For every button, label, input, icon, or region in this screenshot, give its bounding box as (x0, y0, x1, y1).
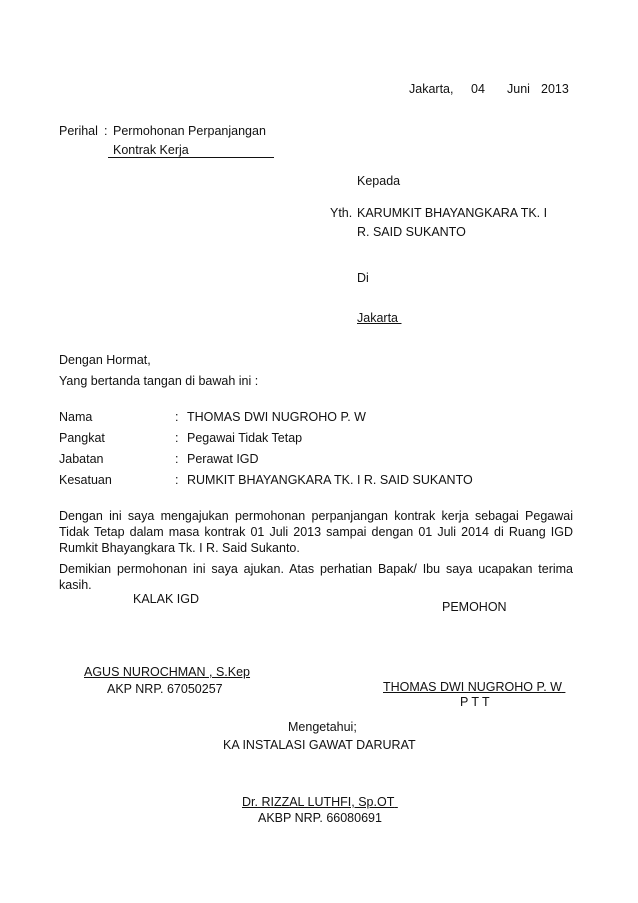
date-city: Jakarta, (409, 82, 454, 96)
intro-line: Yang bertanda tangan di bawah ini : (59, 374, 259, 388)
identity-label-pangkat: Pangkat (59, 431, 105, 445)
recipient-kepada: Kepada (357, 174, 401, 188)
recipient-di: Di (357, 271, 369, 285)
right-signer-title: PEMOHON (442, 600, 507, 614)
acknowledged-label: Mengetahui; (288, 720, 357, 734)
center-signer-name-wrap (242, 795, 398, 810)
closing-paragraph: Demikian permohonan ini saya ajukan. Atas perhatian Bapak/ Ibu saya ucapakan terima kasih. (59, 562, 573, 592)
identity-colon: : (175, 452, 179, 466)
left-signer-name: AGUS NUROCHMAN , S.Kep (84, 665, 251, 679)
body-paragraph: Dengan ini saya mengajukan permohonan perpanjangan kontrak kerja sebagai Pegawai Tidak Tetap dalam masa kontrak 01 Juli 2013 sampai dengan 01 Juli 2014 di Ruang IGD Rumkit Bhayangkara Tk. I R. Said Sukanto. (59, 509, 573, 555)
subject-line1: Permohonan Perpanjangan (113, 124, 266, 138)
date-month: Juni (507, 82, 530, 96)
center-signer-id: AKBP NRP. 66080691 (258, 811, 382, 825)
center-signer-title: KA INSTALASI GAWAT DARURAT (223, 738, 416, 752)
right-signer-status: P T T (460, 695, 490, 709)
recipient-yth: Yth. (330, 206, 353, 220)
date-year: 2013 (541, 82, 569, 96)
right-signer-name-wrap (383, 680, 565, 695)
identity-label-nama: Nama (59, 410, 93, 424)
greeting: Dengan Hormat, (59, 353, 151, 367)
identity-label-kesatuan: Kesatuan (59, 473, 112, 487)
identity-colon: : (175, 473, 179, 487)
identity-value-jabatan: Perawat IGD (187, 452, 259, 466)
identity-value-nama: THOMAS DWI NUGROHO P. W (187, 410, 366, 424)
recipient-city (357, 311, 401, 326)
center-signer-name: Dr. RIZZAL LUTHFI, Sp.OT (242, 795, 395, 809)
identity-value-pangkat: Pegawai Tidak Tetap (187, 431, 303, 445)
right-signer-name: THOMAS DWI NUGROHO P. W (383, 680, 562, 694)
identity-label-jabatan: Jabatan (59, 452, 104, 466)
recipient-city-text: Jakarta (357, 311, 398, 325)
identity-colon: : (175, 431, 179, 445)
left-signer-title: KALAK IGD (133, 592, 199, 606)
identity-value-kesatuan: RUMKIT BHAYANGKARA TK. I R. SAID SUKANTO (187, 473, 473, 487)
identity-colon: : (175, 410, 179, 424)
subject-underline (108, 157, 274, 158)
subject-line2: Kontrak Kerja (113, 143, 189, 157)
recipient-name-line1: KARUMKIT BHAYANGKARA TK. I (357, 206, 548, 220)
recipient-name-line2: R. SAID SUKANTO (357, 225, 466, 239)
left-signer-id: AKP NRP. 67050257 (107, 682, 223, 696)
subject-label: Perihal (59, 124, 98, 138)
date-day: 04 (471, 82, 485, 96)
subject-colon: : (104, 124, 108, 138)
